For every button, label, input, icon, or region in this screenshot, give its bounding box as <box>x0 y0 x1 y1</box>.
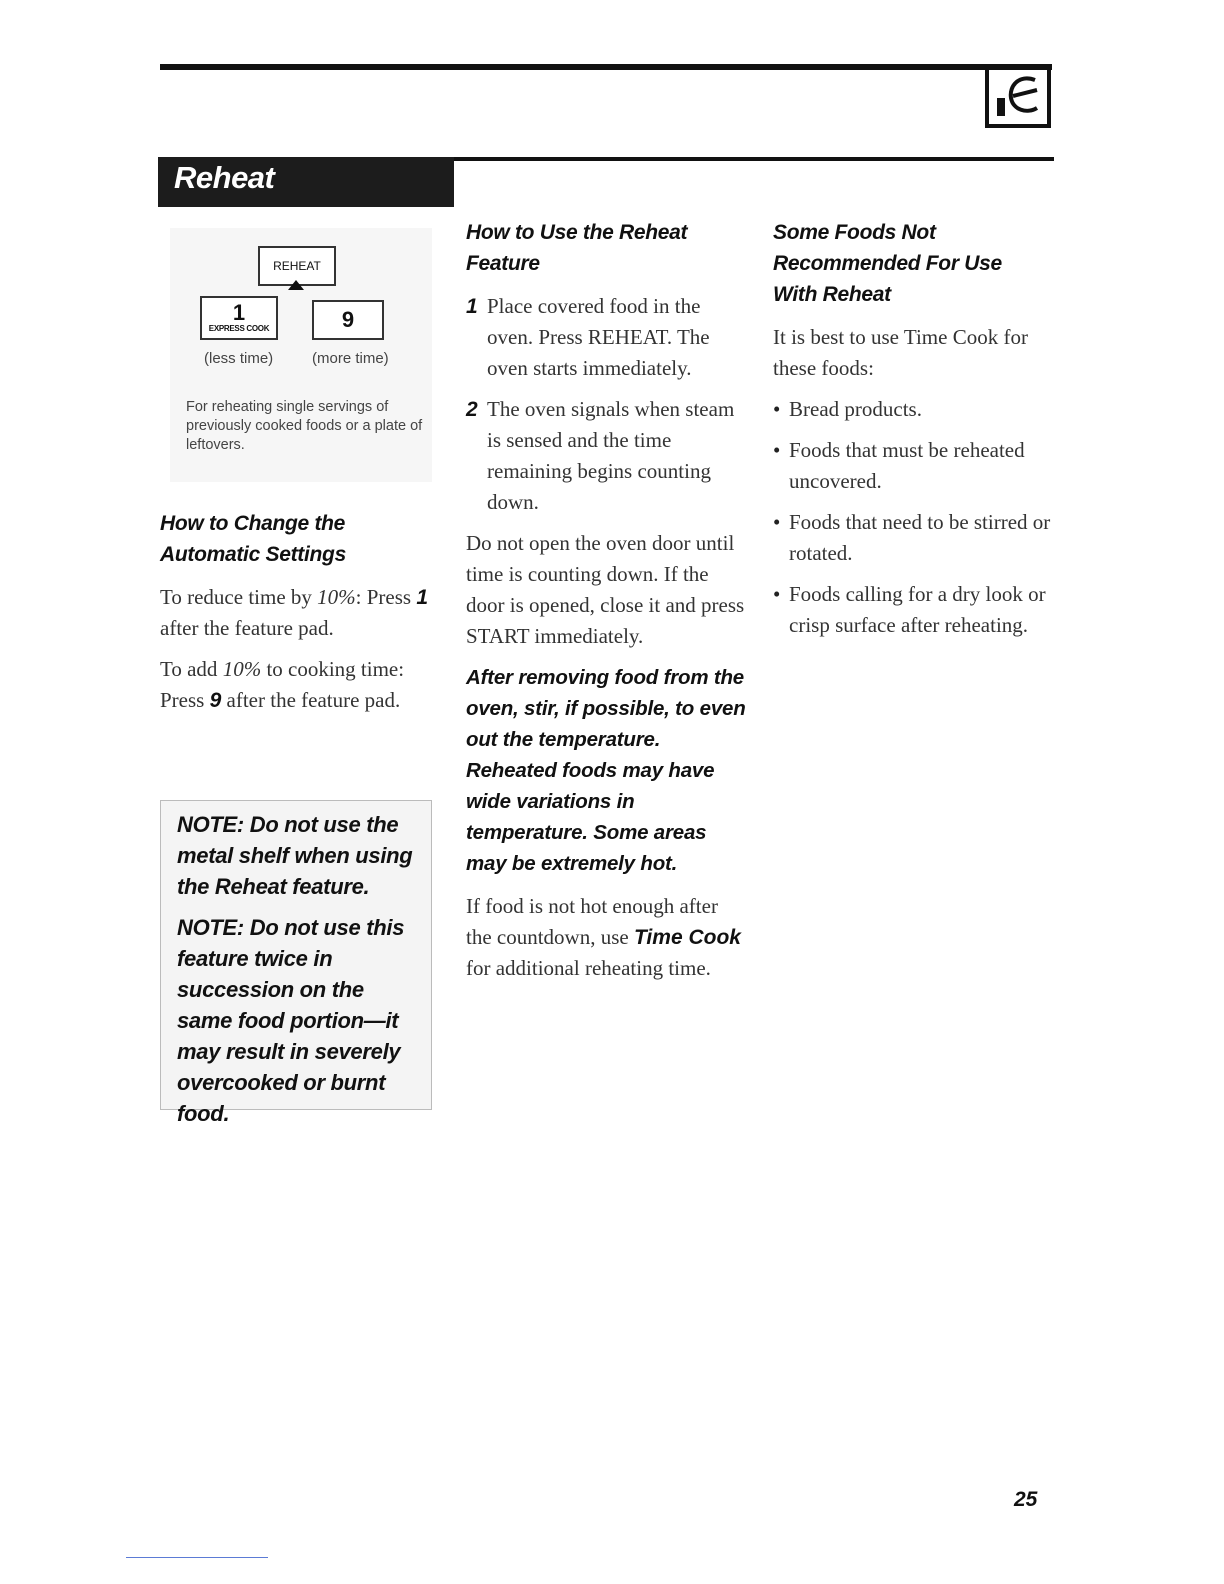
reheat-key: REHEAT <box>258 246 336 286</box>
list-item: • Foods that need to be stirred or rotated. <box>773 510 1051 565</box>
arrow-up-icon <box>288 280 304 290</box>
key-1-sublabel: EXPRESS COOK <box>208 324 270 333</box>
section-title: Reheat <box>174 160 275 195</box>
keypad-diagram <box>170 228 432 482</box>
not-recommended-heading: Some Foods Not Recommended For Use With Reheat <box>773 221 1002 306</box>
final-text: If food is not hot enough after the countdown, use Time Cook for additional reheating time. <box>466 894 741 980</box>
how-to-use-heading: How to Use the Reheat Feature <box>466 221 688 275</box>
step-1: 1 Place covered food in the oven. Press REHEAT. The oven starts immediately. <box>466 294 710 380</box>
add-time-text: To add 10% to cooking time: Press 9 after the feature pad. <box>160 657 405 712</box>
page-number: 25 <box>1014 1488 1038 1511</box>
not-recommended-section <box>773 217 1053 651</box>
how-to-use-section <box>466 217 746 994</box>
chapter-tab-icon <box>997 70 1043 120</box>
key-1-number: 1 <box>232 300 246 325</box>
list-item: • Bread products. <box>773 397 922 421</box>
stir-warning: After removing food from the oven, stir, if possible, to even out the temperature. Reheated foods may have wide variations in temperature. Some areas may be extremely hot. <box>466 666 746 875</box>
express-cook-key <box>200 296 278 340</box>
less-time-label: (less time) <box>204 350 274 367</box>
list-item: • Foods calling for a dry look or crisp surface after reheating. <box>773 582 1046 637</box>
section-rule <box>454 157 1054 161</box>
note-box <box>160 800 432 1126</box>
not-recommended-intro: It is best to use Time Cook for these foods: <box>773 325 1028 380</box>
foods-list <box>773 394 1053 641</box>
step-2: 2 The oven signals when steam is sensed and the time remaining begins counting down. <box>466 397 735 514</box>
note-metal-shelf: NOTE: Do not use the metal shelf when using the Reheat feature. <box>177 812 413 899</box>
key-9: 9 <box>312 300 384 340</box>
more-time-label: (more time) <box>312 350 389 367</box>
top-rule <box>160 64 1052 70</box>
change-settings-heading: How to Change the Automatic Settings <box>160 512 346 566</box>
note-twice: NOTE: Do not use this feature twice in succession on the same food portion—it may result in severely overcooked or burnt food. <box>177 915 405 1126</box>
diagram-caption: For reheating single servings of previously cooked foods or a plate of leftovers. <box>186 399 423 453</box>
change-settings-section <box>160 508 440 726</box>
chapter-tab <box>985 66 1051 128</box>
list-item: • Foods that must be reheated uncovered. <box>773 438 1025 493</box>
footer-line <box>126 1557 268 1558</box>
reduce-time-text: To reduce time by 10%: Press 1 after the feature pad. <box>160 585 429 640</box>
door-text: Do not open the oven door until time is counting down. If the door is opened, close it and press START immediately. <box>466 531 745 648</box>
